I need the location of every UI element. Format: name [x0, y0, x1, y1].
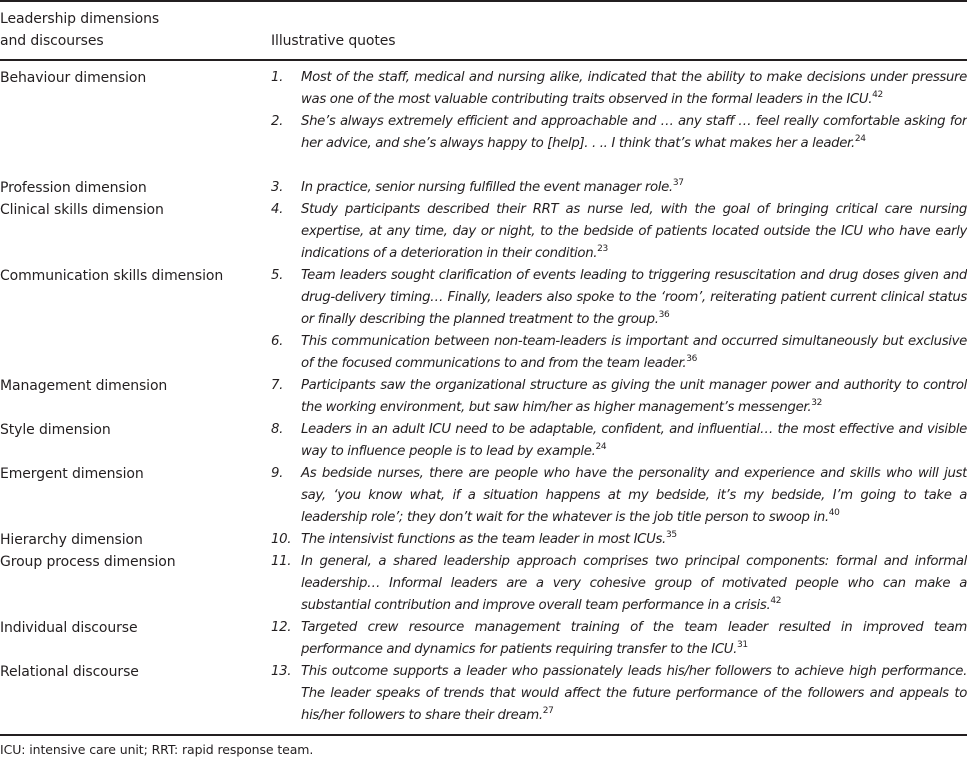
quotes-cell — [271, 177, 967, 199]
quotes-cell — [271, 661, 967, 727]
quote-text: As bedside nurses, there are people who have the personality and experience and skills who will just say, ‘you know what, if a situation happens at my bedside, it’s my bedside, I’m going to take a leadership role’; they don’t wait for the whatever is the job title person to swoop in. — [301, 466, 967, 525]
dimension-label: Clinical skills dimension — [0, 202, 164, 218]
quote-number: 6. — [271, 334, 283, 349]
illustrative-quote — [271, 551, 967, 617]
quote-number: 4. — [271, 202, 283, 217]
reference-superscript: 24 — [595, 442, 607, 452]
quote-text: She’s always extremely efficient and approachable and … any staff … feel really comfortable asking for her advice, and she’s always happy to [help]. . .. I think that’s what makes her a leader. — [301, 114, 967, 151]
illustrative-quote — [271, 463, 967, 529]
quote-number: 8. — [271, 422, 283, 437]
reference-superscript: 24 — [854, 134, 866, 144]
quote-text: In general, a shared leadership approach comprises two principal components: formal and informal leadership… Informal leaders are a very cohesive group of motivated people who can make a substantial contribution and improve overall team performance in a crisis. — [301, 554, 967, 613]
quotes-cell — [271, 265, 967, 375]
quote-text: Most of the staff, medical and nursing alike, indicated that the ability to make decisions under pressure was one of the most valuable contributing traits observed in the formal leaders in the ICU. — [301, 70, 967, 107]
quote-text: Participants saw the organizational structure as giving the unit manager power and authority to control the working environment, but saw him/her as higher management’s messenger. — [301, 378, 967, 415]
reference-superscript: 40 — [828, 508, 840, 518]
quote-text: This outcome supports a leader who passionately leads his/her followers to achieve high performance. The leader speaks of trends that would affect the future performance of the followers and appeals to his/her followers to share their dream. — [301, 664, 967, 723]
quotes-cell — [271, 551, 967, 617]
quote-number: 5. — [271, 268, 283, 283]
quote-number: 9. — [271, 466, 283, 481]
quote-text: In practice, senior nursing fulfilled the event manager role. — [301, 180, 673, 195]
dimension-label: Profession dimension — [0, 180, 147, 196]
column-header-dimensions — [0, 8, 159, 52]
reference-superscript: 23 — [597, 244, 608, 254]
header-line: and discourses — [0, 33, 104, 49]
quotes-cell — [271, 375, 967, 419]
dimension-label: Emergent dimension — [0, 466, 144, 482]
quote-number: 2. — [271, 114, 283, 129]
dimension-label: Group process dimension — [0, 554, 176, 570]
illustrative-quote — [271, 331, 967, 375]
quote-number: 13. — [271, 664, 292, 679]
quote-number: 1. — [271, 70, 283, 85]
illustrative-quote — [271, 419, 967, 463]
column-header-quotes: Illustrative quotes — [271, 33, 396, 49]
illustrative-quote — [271, 177, 967, 199]
reference-superscript: 36 — [658, 310, 670, 320]
quotes-cell — [271, 529, 967, 551]
quote-text: Leaders in an adult ICU need to be adaptable, confident, and influential… the most effective and visible way to influence people is to lead by example. — [301, 422, 967, 459]
quotes-cell — [271, 199, 967, 265]
illustrative-quote — [271, 199, 967, 265]
header-line: Leadership dimensions — [0, 11, 160, 27]
dimension-label: Behaviour dimension — [0, 70, 147, 86]
quotes-cell — [271, 463, 967, 529]
reference-superscript: 42 — [770, 596, 782, 606]
quote-number: 11. — [271, 554, 292, 569]
reference-superscript: 32 — [811, 398, 822, 408]
reference-superscript: 27 — [542, 706, 554, 716]
dimension-label: Individual discourse — [0, 620, 138, 636]
header-rule — [0, 59, 967, 61]
quotes-cell — [271, 617, 967, 661]
table-bottom-rule — [0, 734, 967, 736]
quote-number: 3. — [271, 180, 283, 195]
quote-text: Targeted crew resource management training of the team leader resulted in improved team performance and dynamics for patients requiring transfer to the ICU. — [301, 620, 967, 657]
dimension-label: Style dimension — [0, 422, 111, 438]
quote-text: The intensivist functions as the team leader in most ICUs. — [301, 532, 666, 547]
quote-number: 12. — [271, 620, 292, 635]
table-footnote: ICU: intensive care unit; RRT: rapid response team. — [0, 742, 314, 757]
reference-superscript: 42 — [872, 90, 883, 100]
quotes-cell — [271, 419, 967, 463]
dimension-label: Management dimension — [0, 378, 168, 394]
dimension-label: Communication skills dimension — [0, 268, 224, 284]
quote-text: Study participants described their RRT as nurse led, with the goal of bringing critical care nursing expertise, at any time, day or night, to the bedside of patients located outside the ICU who have early indications of a deterioration in their condition. — [301, 202, 967, 261]
quote-text: This communication between non-team-leaders is important and occurred simultaneously but exclusive of the focused communications to and from the team leader. — [301, 334, 967, 371]
quote-number: 7. — [271, 378, 283, 393]
dimension-label: Hierarchy dimension — [0, 532, 143, 548]
illustrative-quote — [271, 67, 967, 111]
reference-superscript: 37 — [672, 178, 684, 188]
illustrative-quote — [271, 375, 967, 419]
illustrative-quote — [271, 661, 967, 727]
quotes-cell — [271, 67, 967, 155]
illustrative-quote — [271, 617, 967, 661]
illustrative-quote — [271, 265, 967, 331]
illustrative-quote — [271, 529, 967, 551]
illustrative-quote — [271, 111, 967, 155]
reference-superscript: 36 — [686, 354, 698, 364]
table-top-rule — [0, 0, 967, 2]
quote-number: 10. — [271, 532, 292, 547]
reference-superscript: 31 — [737, 640, 748, 650]
reference-superscript: 35 — [665, 530, 677, 540]
dimension-label: Relational discourse — [0, 664, 139, 680]
quote-text: Team leaders sought clarification of events leading to triggering resuscitation and drug doses given and drug-delivery timing… Finally, leaders also spoke to the ‘room’, reiterating patient current clinical status or finally describing the planned treatment to the group. — [301, 268, 967, 327]
